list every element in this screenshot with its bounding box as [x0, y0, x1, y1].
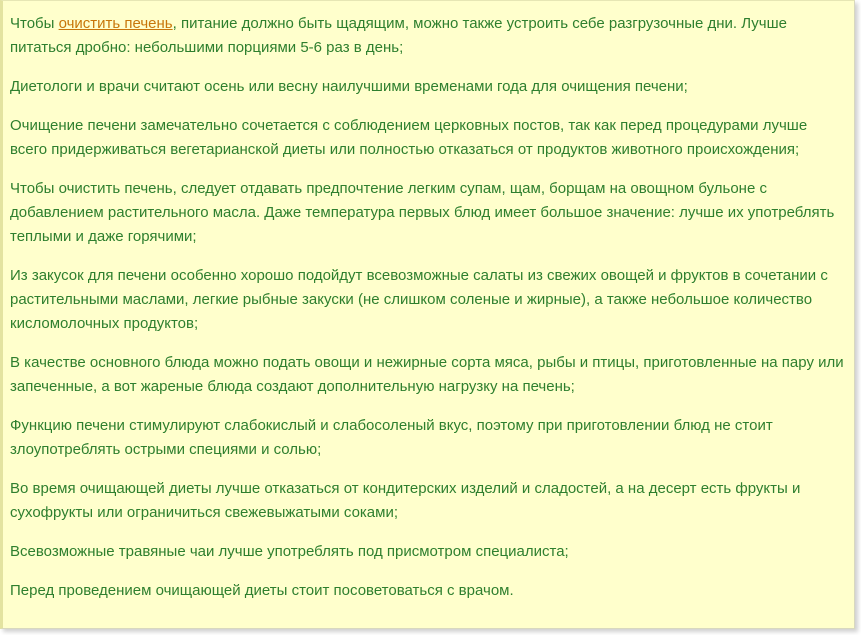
tip-paragraph-8: Во время очищающей диеты лучше отказаться от кондитерских изделий и сладостей, а на десерт есть фрукты и сухофрукты или ограничиться свежевыжатыми соками;: [10, 480, 801, 521]
tip-paragraph-10: Перед проведением очищающей диеты стоит посоветоваться с врачом.: [10, 582, 514, 599]
tip-paragraph-3: Очищение печени замечательно сочетается с соблюдением церковных постов, так как перед процедурами лучше всего придерживаться вегетарианской диеты или полностью отказаться от продуктов животного происхождения;: [10, 117, 808, 158]
tip-paragraph-2: Диетологи и врачи считают осень или весну наилучшими временами года для очищения печени;: [10, 78, 688, 95]
tip-paragraph-1: [10, 12, 844, 60]
tip-1-text-after-link: , питание должно быть щадящим, можно также устроить себе разгрузочные дни. Лучше питаться дробно: небольшими порциями 5-6 раз в день;: [10, 15, 787, 56]
tip-paragraph-4: Чтобы очистить печень, следует отдавать предпочтение легким супам, щам, борщам на овощном бульоне с добавлением растительного масла. Даже температура первых блюд имеет большое значение: лучше их употреблять теплыми и даже горячими;: [10, 180, 835, 245]
tip-1-text-before-link: Чтобы: [10, 15, 59, 32]
tip-paragraph-5: Из закусок для печени особенно хорошо подойдут всевозможные салаты из свежих овощей и фруктов в сочетании с растительными маслами, легкие рыбные закуски (не слишком соленые и жирные), а также небольшое количество кисломолочных продуктов;: [10, 267, 828, 332]
tip-paragraph-9: Всевозможные травяные чаи лучше употреблять под присмотром специалиста;: [10, 543, 569, 560]
tip-paragraph-6: В качестве основного блюда можно подать овощи и нежирные сорта мяса, рыбы и птицы, приготовленные на пару или запеченные, а вот жареные блюда создают дополнительную нагрузку на печень;: [10, 354, 844, 395]
liver-cleanse-link[interactable]: очистить печень: [58, 15, 173, 32]
tip-paragraph-7: Функцию печени стимулируют слабокислый и слабосоленый вкус, поэтому при приготовлении блюд не стоит злоупотреблять острыми специями и солью;: [10, 417, 773, 458]
